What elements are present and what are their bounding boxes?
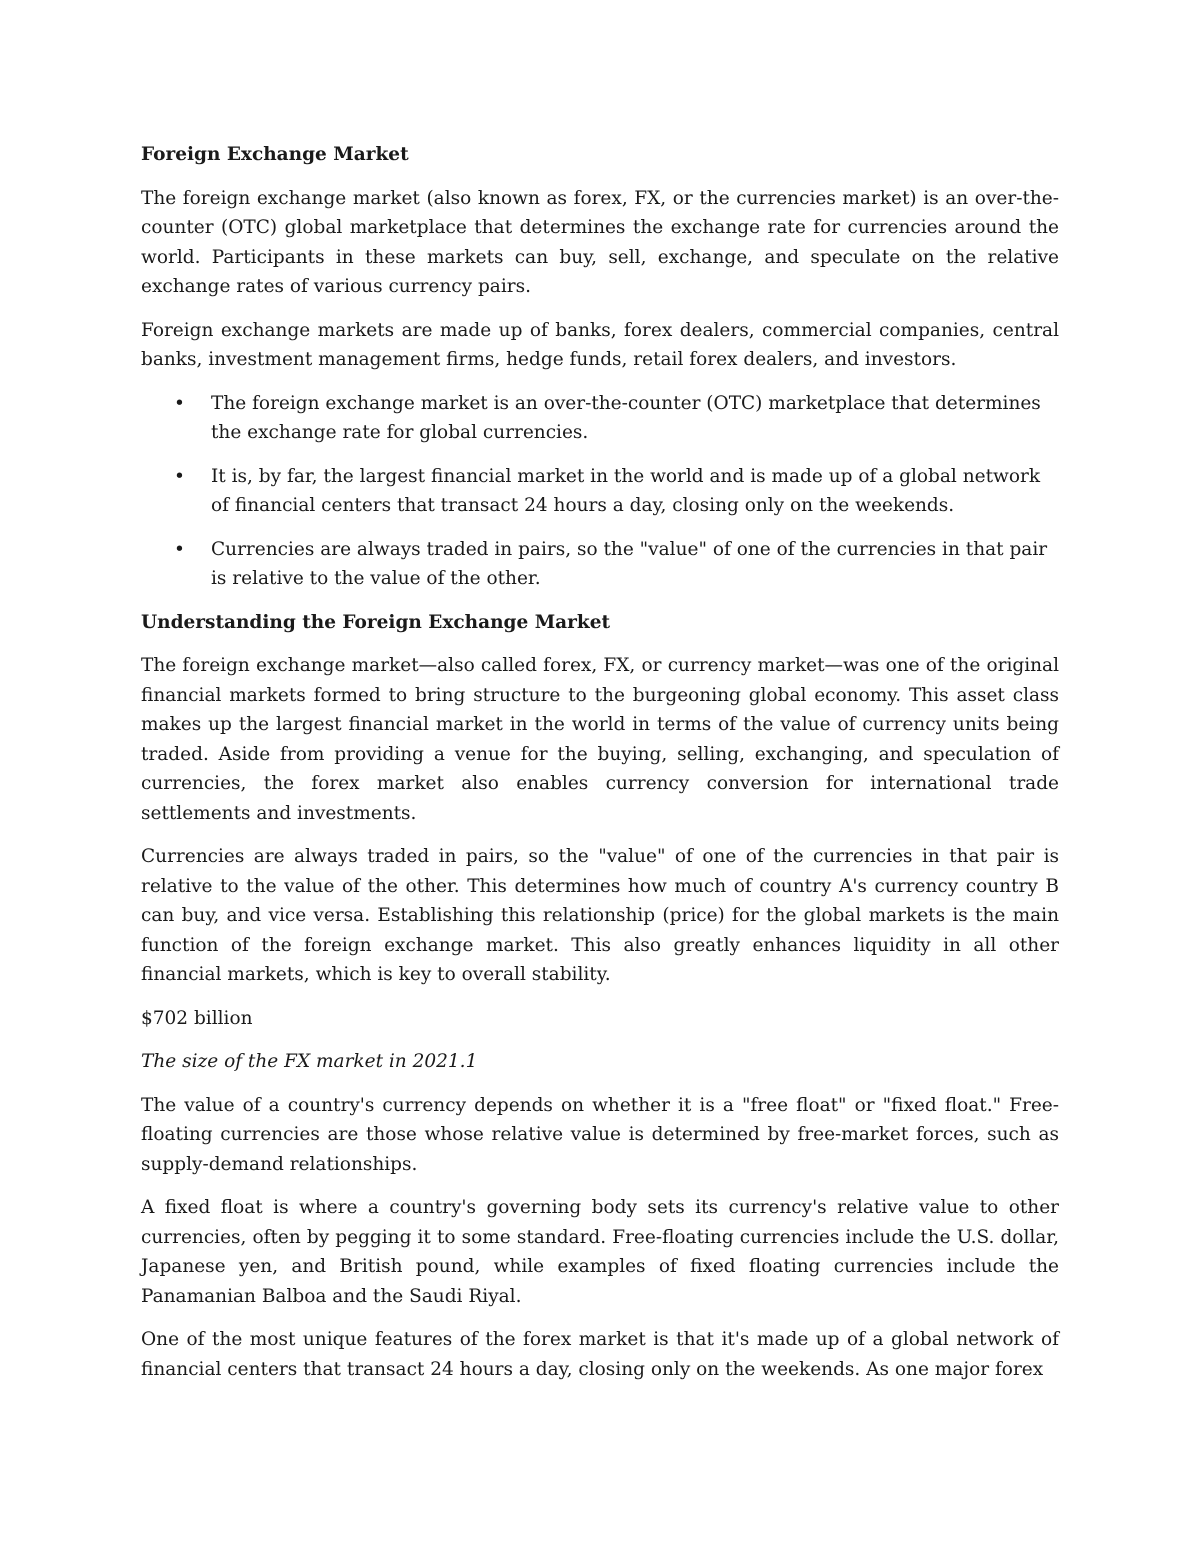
key-points-list — [141, 389, 1059, 594]
stat-caption: The size of the FX market in 2021.1 — [141, 1051, 478, 1072]
closing-paragraph-3: One of the most unique features of the forex market is that it's made up of a global network of financial centers that transact 24 hours a day, closing only on the weekends. As one major forex — [141, 1329, 1059, 1380]
stat-value: $702 billion — [141, 1007, 253, 1029]
closing-paragraph-1: The value of a country's currency depends on whether it is a "free float" or "fixed float." Free-floating currencies are those whose relative value is determined by free-market forces, such as supply-demand relationships. — [141, 1094, 1059, 1175]
list-item-text: The foreign exchange market is an over-the-counter (OTC) marketplace that determines the exchange rate for global currencies. — [211, 392, 1041, 443]
document-title: Foreign Exchange Market — [141, 144, 409, 165]
list-item — [141, 389, 1059, 448]
bullet-icon: • — [174, 465, 185, 487]
list-item-text: It is, by far, the largest financial market in the world and is made up of a global network of financial centers that transact 24 hours a day, closing only on the weekends. — [211, 465, 1041, 516]
intro-paragraph-2: Foreign exchange markets are made up of banks, forex dealers, commercial companies, central banks, investment management firms, hedge funds, retail forex dealers, and investors. — [141, 319, 1059, 370]
closing-paragraph-2: A fixed float is where a country's governing body sets its currency's relative value to other currencies, often by pegging it to some standard. Free-floating currencies include the U.S. dollar, Japanese yen, and British pound, while examples of fixed floating currencies include the Panamanian Balboa and the Saudi Riyal. — [141, 1197, 1059, 1307]
list-item — [141, 462, 1059, 521]
section-paragraph-1: The foreign exchange market—also called forex, FX, or currency market—was one of the original financial markets formed to bring structure to the burgeoning global economy. This asset class makes up the largest financial market in the world in terms of the value of currency units being traded. Aside from providing a venue for the buying, selling, exchanging, and speculation of currencies, the forex market also enables currency conversion for international trade settlements and investments. — [141, 655, 1059, 824]
intro-paragraph-1: The foreign exchange market (also known as forex, FX, or the currencies market) is an over-the-counter (OTC) global marketplace that determines the exchange rate for currencies around the world. Participants in these markets can buy, sell, exchange, and speculate on the relative exchange rates of various currency pairs. — [141, 187, 1059, 297]
list-item-text: Currencies are always traded in pairs, so the "value" of one of the currencies in that pair is relative to the value of the other. — [211, 538, 1048, 589]
bullet-icon: • — [174, 538, 185, 560]
list-item — [141, 535, 1059, 594]
document-page — [141, 140, 1059, 1398]
section-heading: Understanding the Foreign Exchange Market — [141, 611, 611, 633]
section-paragraph-2: Currencies are always traded in pairs, so the "value" of one of the currencies in that pair is relative to the value of the other. This determines how much of country A's currency country B can buy, and vice versa. Establishing this relationship (price) for the global markets is the main function of the foreign exchange market. This also greatly enhances liquidity in all other financial markets, which is key to overall stability. — [141, 846, 1059, 985]
bullet-icon: • — [174, 392, 185, 414]
